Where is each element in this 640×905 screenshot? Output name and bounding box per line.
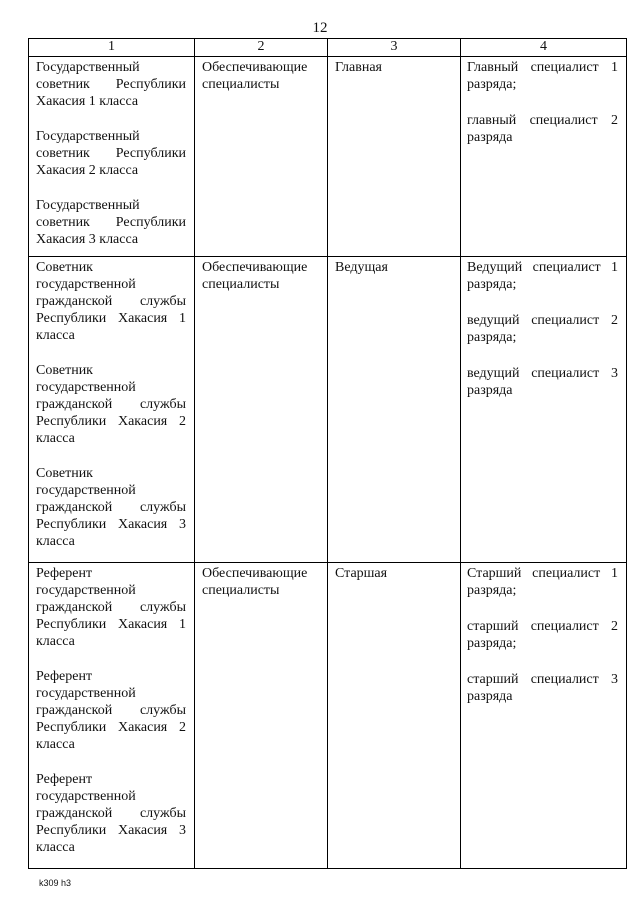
class-rank-entry: Государственный советник Республики Хакасия 1 класса [36,60,186,109]
position-entry: старший специалист 2 разряда; [467,619,618,651]
classification-table [28,38,627,869]
position-entry: ведущий специалист 3 разряда [467,366,618,398]
table-row [29,57,627,257]
table-row [29,257,627,563]
class-rank-entry: Советник государственной гражданской службы Республики Хакасия 2 класса [36,363,186,446]
class-rank-entry: Государственный советник Республики Хакасия 2 класса [36,129,186,178]
category-cell [195,257,328,563]
position-entry: ведущий специалист 2 разряда; [467,313,618,345]
class-rank-entry: Государственный советник Республики Хакасия 3 класса [36,198,186,247]
column-header-3: 3 [328,39,461,57]
class-rank-cell [29,563,195,869]
class-rank-entry: Референт государственной гражданской службы Республики Хакасия 3 класса [36,772,186,855]
category-text: Обеспечивающие специалисты [202,60,308,92]
group-text: Старшая [335,566,388,581]
position-entry: Старший специалист 1 разряда; [467,566,618,598]
table-row [29,563,627,869]
class-rank-cell [29,257,195,563]
position-cell [461,563,627,869]
position-entry: Главный специалист 1 разряда; [467,60,618,92]
category-cell [195,57,328,257]
table-header-row [29,39,627,57]
category-text: Обеспечивающие специалисты [202,260,308,292]
position-cell [461,257,627,563]
column-header-2: 2 [195,39,328,57]
group-cell [328,57,461,257]
class-rank-cell [29,57,195,257]
position-entry: старший специалист 3 разряда [467,672,618,704]
position-entry: главный специалист 2 разряда [467,113,618,145]
column-header-1: 1 [29,39,195,57]
class-rank-entry: Советник государственной гражданской службы Республики Хакасия 1 класса [36,260,186,343]
document-code: k309 h3 [39,878,72,888]
position-entry: Ведущий специалист 1 разряда; [467,260,618,292]
class-rank-entry: Референт государственной гражданской службы Республики Хакасия 1 класса [36,566,186,649]
group-cell [328,563,461,869]
group-text: Ведущая [335,260,388,275]
group-cell [328,257,461,563]
column-header-4: 4 [461,39,627,57]
category-cell [195,563,328,869]
group-text: Главная [335,60,382,75]
position-cell [461,57,627,257]
category-text: Обеспечивающие специалисты [202,566,308,598]
class-rank-entry: Советник государственной гражданской службы Республики Хакасия 3 класса [36,466,186,549]
page-number: 12 [312,20,328,36]
class-rank-entry: Референт государственной гражданской службы Республики Хакасия 2 класса [36,669,186,752]
